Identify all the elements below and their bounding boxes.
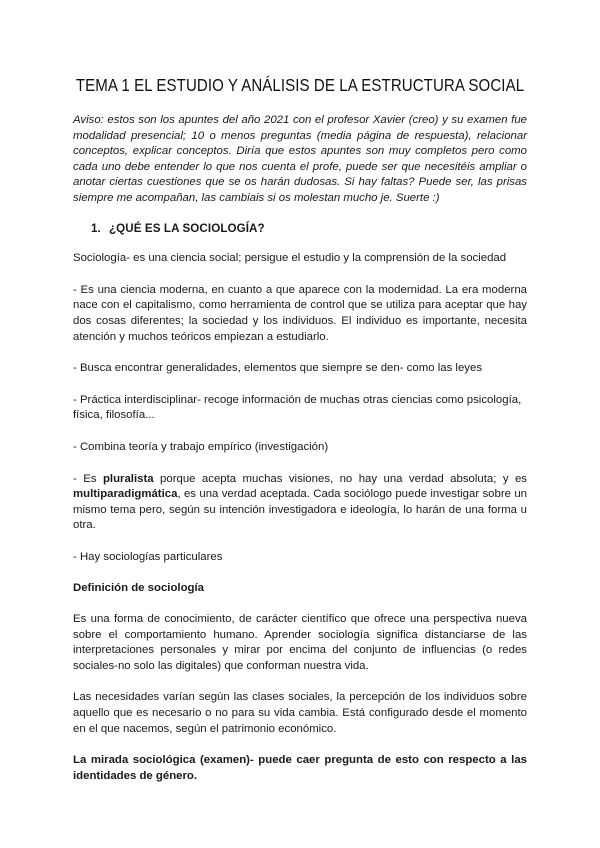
pluralista-term: pluralista — [102, 472, 154, 485]
section-heading — [91, 221, 527, 237]
intro-paragraph: Sociología- es una ciencia social; persigue el estudio y la comprensión de la sociedad — [73, 252, 507, 265]
mirada-sociologica: La mirada sociológica (examen)- puede caer pregunta de esto con respecto a las identidades de género. — [73, 754, 527, 782]
pluralista-prefix: - Es — [73, 472, 103, 485]
pluralista-middle: porque acepta muchas visiones, no hay una verdad absoluta; y es — [153, 472, 527, 485]
section-number: 1. — [91, 221, 101, 235]
page-title: TEMA 1 EL ESTUDIO Y ANÁLISIS DE LA ESTRUCTURA SOCIAL — [75, 75, 525, 95]
bullet-interdisciplinar: - Práctica interdisciplinar- recoge información de muchas otras ciencias como psicología, física, filosofía... — [73, 393, 522, 422]
definicion-paragraph-2: Las necesidades varían según las clases sociales, la percepción de los individuos sobre aquello que es necesario o no para su vida cambia. Está configurado desde el momento en el que nacemos, según el patrimonio económico. — [73, 691, 527, 735]
bullet-particulares: - Hay sociologías particulares — [73, 550, 223, 563]
section-heading-text: ¿QUÉ ES LA SOCIOLOGÍA? — [109, 221, 265, 235]
definicion-paragraph-1: Es una forma de conocimiento, de carácter científico que ofrece una perspectiva nueva sobre el comportamiento humano. Aprender sociología significa distanciarse de las interpretaciones personales y mirar por encima del conjunto de influencias (o redes sociales-no solo las digitales) que conforman nuestra vida. — [73, 613, 527, 672]
pluralista-suffix: , es una verdad aceptada. Cada sociólogo puede investigar sobre un mismo tema pero, según su intención investigadora e ideología, lo harán de una forma u otra. — [73, 488, 527, 532]
aviso-note: Aviso: estos son los apuntes del año 2021 con el profesor Xavier (creo) y su examen fue modalidad presencial; 10 o menos preguntas (media página de respuesta), relacionar conceptos, explicar conceptos. Diría que estos apuntes son muy completos pero como cada uno debe entender lo que nos cuenta el profe, puede ser que necesitéis ampliar o anotar ciertas cuestiones que se os harán dudosas. Si hay faltas? Puede ser, las prisas siempre me acompañan, las cambiais si os molestan mucho je. Suerte :) — [73, 114, 527, 204]
bullet-teoria: - Combina teoría y trabajo empírico (investigación) — [73, 440, 329, 453]
bullet-generalidades: - Busca encontrar generalidades, elementos que siempre se den- como las leyes — [73, 362, 483, 375]
bullet-pluralista — [73, 472, 527, 534]
definicion-heading: Definición de sociología — [73, 582, 205, 595]
bullet-moderna: - Es una ciencia moderna, en cuanto a que aparece con la modernidad. La era moderna nace con el capitalismo, como herramienta de control que se utiliza para aceptar que hay dos cosas diferentes; la sociedad y los individuos. El individuo es importante, necesita atención y muchos teóricos empiezan a estudiarlo. — [73, 283, 527, 343]
multiparadigmatica-term: multiparadigmática — [73, 488, 178, 501]
document-body — [73, 113, 527, 800]
